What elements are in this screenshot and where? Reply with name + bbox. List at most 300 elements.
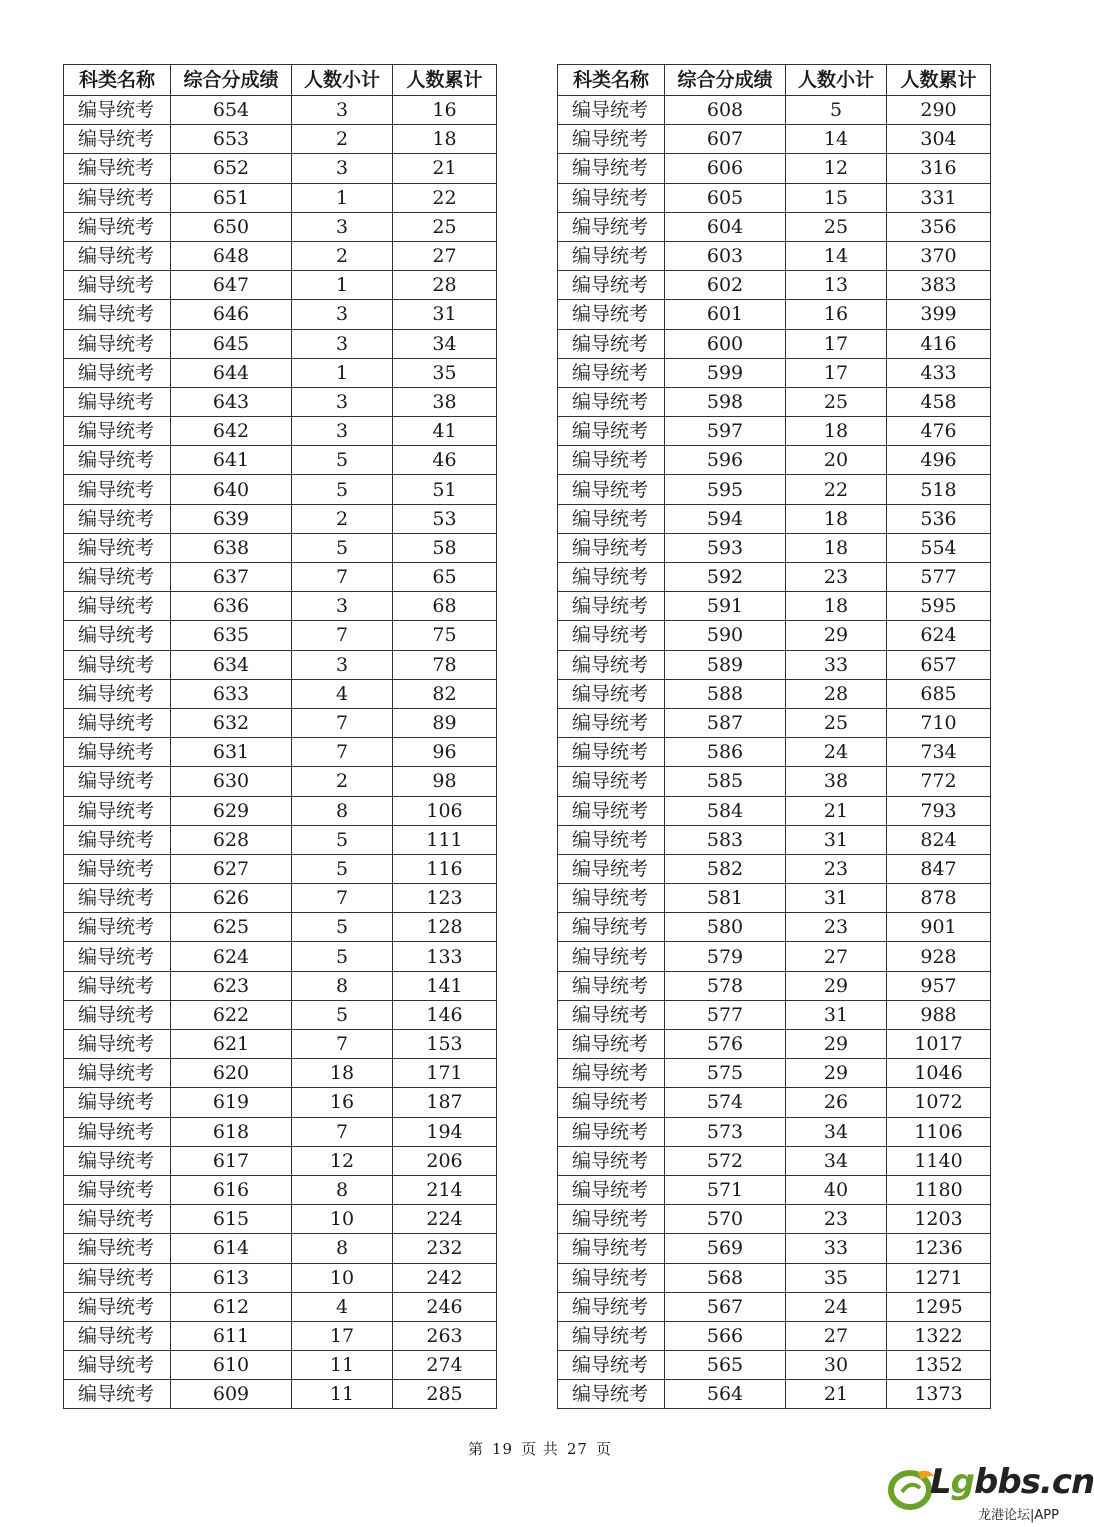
cell-count: 27 <box>786 942 887 971</box>
table-row <box>558 271 991 300</box>
cell-count: 18 <box>292 1059 393 1088</box>
cell-score: 583 <box>665 825 786 854</box>
site-logo <box>888 1462 1094 1524</box>
cell-count: 25 <box>786 212 887 241</box>
cell-cumulative: 1373 <box>887 1380 991 1409</box>
cell-count: 3 <box>292 417 393 446</box>
cell-cumulative: 194 <box>393 1117 497 1146</box>
table-row <box>64 708 497 737</box>
table-body-right <box>558 96 991 1409</box>
cell-category: 编导统考 <box>558 241 665 270</box>
cell-count: 34 <box>786 1146 887 1175</box>
cell-count: 3 <box>292 96 393 125</box>
cell-category: 编导统考 <box>64 738 171 767</box>
cell-count: 18 <box>786 417 887 446</box>
cell-score: 608 <box>665 96 786 125</box>
cell-count: 31 <box>786 825 887 854</box>
cell-score: 597 <box>665 417 786 446</box>
cell-category: 编导统考 <box>64 1030 171 1059</box>
cell-score: 617 <box>171 1146 292 1175</box>
table-row <box>64 621 497 650</box>
cell-count: 22 <box>786 475 887 504</box>
cell-cumulative: 554 <box>887 533 991 562</box>
table-row <box>64 1351 497 1380</box>
cell-count: 25 <box>786 708 887 737</box>
cell-score: 571 <box>665 1175 786 1204</box>
cell-score: 568 <box>665 1263 786 1292</box>
cell-category: 编导统考 <box>558 1146 665 1175</box>
cell-score: 595 <box>665 475 786 504</box>
cell-score: 625 <box>171 913 292 942</box>
cell-category: 编导统考 <box>558 767 665 796</box>
cell-category: 编导统考 <box>64 533 171 562</box>
table-row <box>64 650 497 679</box>
cell-category: 编导统考 <box>558 417 665 446</box>
cell-cumulative: 988 <box>887 1000 991 1029</box>
table-row <box>558 417 991 446</box>
cell-score: 588 <box>665 679 786 708</box>
cell-count: 29 <box>786 1030 887 1059</box>
cell-category: 编导统考 <box>64 679 171 708</box>
cell-category: 编导统考 <box>64 1000 171 1029</box>
table-row <box>558 621 991 650</box>
cell-count: 3 <box>292 592 393 621</box>
cell-category: 编导统考 <box>558 300 665 329</box>
cell-score: 602 <box>665 271 786 300</box>
cell-category: 编导统考 <box>64 650 171 679</box>
cell-cumulative: 1271 <box>887 1263 991 1292</box>
cell-count: 7 <box>292 738 393 767</box>
cell-category: 编导统考 <box>64 1380 171 1409</box>
cell-score: 652 <box>171 154 292 183</box>
cell-score: 577 <box>665 1000 786 1029</box>
cell-score: 587 <box>665 708 786 737</box>
cell-category: 编导统考 <box>64 592 171 621</box>
cell-category: 编导统考 <box>558 533 665 562</box>
table-row <box>558 154 991 183</box>
table-row <box>64 125 497 154</box>
cell-count: 8 <box>292 1175 393 1204</box>
cell-cumulative: 18 <box>393 125 497 154</box>
cell-category: 编导统考 <box>558 825 665 854</box>
cell-category: 编导统考 <box>64 854 171 883</box>
table-row <box>558 1234 991 1263</box>
cell-count: 1 <box>292 358 393 387</box>
table-row <box>64 854 497 883</box>
cell-cumulative: 1295 <box>887 1292 991 1321</box>
cell-category: 编导统考 <box>64 1146 171 1175</box>
cell-count: 4 <box>292 1292 393 1321</box>
logo-subtitle: 龙港论坛|APP <box>978 1508 1059 1523</box>
cell-score: 627 <box>171 854 292 883</box>
lgbbs-logo-icon <box>888 1466 936 1510</box>
header-count: 人数小计 <box>292 65 393 96</box>
cell-cumulative: 214 <box>393 1175 497 1204</box>
cell-cumulative: 901 <box>887 913 991 942</box>
table-row <box>64 96 497 125</box>
cell-cumulative: 1106 <box>887 1117 991 1146</box>
cell-cumulative: 356 <box>887 212 991 241</box>
cell-score: 578 <box>665 971 786 1000</box>
table-row <box>64 417 497 446</box>
table-row <box>64 942 497 971</box>
footer-mid: 页 共 <box>521 1440 559 1458</box>
table-row <box>558 708 991 737</box>
cell-category: 编导统考 <box>558 1088 665 1117</box>
cell-score: 603 <box>665 241 786 270</box>
cell-count: 23 <box>786 1205 887 1234</box>
cell-category: 编导统考 <box>64 971 171 1000</box>
cell-cumulative: 89 <box>393 708 497 737</box>
table-row <box>64 592 497 621</box>
cell-category: 编导统考 <box>558 1059 665 1088</box>
cell-count: 15 <box>786 183 887 212</box>
header-score: 综合分成绩 <box>665 65 786 96</box>
cell-cumulative: 224 <box>393 1205 497 1234</box>
cell-count: 23 <box>786 854 887 883</box>
cell-category: 编导统考 <box>64 1321 171 1350</box>
cell-category: 编导统考 <box>558 1263 665 1292</box>
cell-cumulative: 331 <box>887 183 991 212</box>
cell-category: 编导统考 <box>64 1088 171 1117</box>
cell-cumulative: 98 <box>393 767 497 796</box>
cell-count: 17 <box>786 358 887 387</box>
cell-cumulative: 41 <box>393 417 497 446</box>
table-row <box>558 1380 991 1409</box>
table-row <box>64 767 497 796</box>
table-row <box>64 884 497 913</box>
cell-count: 10 <box>292 1263 393 1292</box>
cell-cumulative: 772 <box>887 767 991 796</box>
cell-count: 11 <box>292 1351 393 1380</box>
cell-category: 编导统考 <box>558 1351 665 1380</box>
table-row <box>558 475 991 504</box>
cell-count: 5 <box>292 1000 393 1029</box>
cell-score: 574 <box>665 1088 786 1117</box>
table-row <box>558 679 991 708</box>
cell-cumulative: 1322 <box>887 1321 991 1350</box>
cell-score: 635 <box>171 621 292 650</box>
cell-category: 编导统考 <box>64 154 171 183</box>
header-cumulative: 人数累计 <box>393 65 497 96</box>
cell-score: 592 <box>665 563 786 592</box>
cell-category: 编导统考 <box>558 271 665 300</box>
cell-score: 645 <box>171 329 292 358</box>
cell-count: 8 <box>292 1234 393 1263</box>
table-header-row <box>558 65 991 96</box>
cell-count: 12 <box>786 154 887 183</box>
cell-score: 644 <box>171 358 292 387</box>
cell-category: 编导统考 <box>64 96 171 125</box>
cell-score: 586 <box>665 738 786 767</box>
cell-score: 599 <box>665 358 786 387</box>
cell-count: 29 <box>786 971 887 1000</box>
cell-count: 30 <box>786 1351 887 1380</box>
cell-count: 5 <box>292 446 393 475</box>
cell-category: 编导统考 <box>558 621 665 650</box>
table-row <box>558 358 991 387</box>
cell-cumulative: 847 <box>887 854 991 883</box>
table-header-row <box>64 65 497 96</box>
cell-score: 643 <box>171 387 292 416</box>
cell-count: 2 <box>292 767 393 796</box>
cell-cumulative: 22 <box>393 183 497 212</box>
cell-category: 编导统考 <box>558 154 665 183</box>
cell-category: 编导统考 <box>64 183 171 212</box>
cell-category: 编导统考 <box>558 1117 665 1146</box>
cell-score: 600 <box>665 329 786 358</box>
table-row <box>64 563 497 592</box>
cell-score: 570 <box>665 1205 786 1234</box>
cell-score: 604 <box>665 212 786 241</box>
cell-cumulative: 263 <box>393 1321 497 1350</box>
cell-category: 编导统考 <box>558 1234 665 1263</box>
cell-count: 23 <box>786 913 887 942</box>
table-row <box>558 738 991 767</box>
table-row <box>558 1351 991 1380</box>
cell-score: 582 <box>665 854 786 883</box>
cell-count: 2 <box>292 241 393 270</box>
logo-wordmark: Lgbbs.cn <box>930 1462 1094 1502</box>
cell-score: 565 <box>665 1351 786 1380</box>
cell-score: 596 <box>665 446 786 475</box>
cell-category: 编导统考 <box>64 884 171 913</box>
table-row <box>558 942 991 971</box>
table-row <box>558 563 991 592</box>
cell-cumulative: 685 <box>887 679 991 708</box>
cell-count: 7 <box>292 1117 393 1146</box>
cell-cumulative: 28 <box>393 271 497 300</box>
table-row <box>64 796 497 825</box>
cell-category: 编导统考 <box>64 212 171 241</box>
cell-category: 编导统考 <box>558 854 665 883</box>
cell-cumulative: 141 <box>393 971 497 1000</box>
cell-count: 28 <box>786 679 887 708</box>
cell-cumulative: 496 <box>887 446 991 475</box>
cell-score: 642 <box>171 417 292 446</box>
cell-category: 编导统考 <box>558 738 665 767</box>
cell-count: 1 <box>292 271 393 300</box>
cell-category: 编导统考 <box>64 1205 171 1234</box>
table-row <box>558 1030 991 1059</box>
cell-cumulative: 928 <box>887 942 991 971</box>
table-row <box>558 884 991 913</box>
cell-count: 7 <box>292 884 393 913</box>
cell-category: 编导统考 <box>558 1030 665 1059</box>
cell-cumulative: 21 <box>393 154 497 183</box>
cell-category: 编导统考 <box>64 825 171 854</box>
table-row <box>558 971 991 1000</box>
cell-category: 编导统考 <box>558 679 665 708</box>
table-row <box>558 329 991 358</box>
cell-score: 613 <box>171 1263 292 1292</box>
table-row <box>64 1263 497 1292</box>
cell-cumulative: 96 <box>393 738 497 767</box>
table-row <box>558 825 991 854</box>
cell-cumulative: 285 <box>393 1380 497 1409</box>
table-row <box>558 504 991 533</box>
cell-category: 编导统考 <box>64 358 171 387</box>
cell-count: 8 <box>292 971 393 1000</box>
cell-cumulative: 31 <box>393 300 497 329</box>
table-row <box>558 1088 991 1117</box>
cell-cumulative: 153 <box>393 1030 497 1059</box>
cell-count: 16 <box>292 1088 393 1117</box>
cell-score: 605 <box>665 183 786 212</box>
cell-count: 12 <box>292 1146 393 1175</box>
cell-cumulative: 34 <box>393 329 497 358</box>
cell-count: 25 <box>786 387 887 416</box>
table-row <box>558 1059 991 1088</box>
cell-category: 编导统考 <box>558 796 665 825</box>
cell-score: 590 <box>665 621 786 650</box>
cell-category: 编导统考 <box>558 708 665 737</box>
cell-cumulative: 65 <box>393 563 497 592</box>
cell-category: 编导统考 <box>64 1117 171 1146</box>
cell-score: 640 <box>171 475 292 504</box>
table-row <box>558 592 991 621</box>
cell-cumulative: 242 <box>393 1263 497 1292</box>
header-count: 人数小计 <box>786 65 887 96</box>
cell-count: 17 <box>786 329 887 358</box>
table-row <box>64 1059 497 1088</box>
table-row <box>558 533 991 562</box>
cell-cumulative: 46 <box>393 446 497 475</box>
cell-category: 编导统考 <box>558 971 665 1000</box>
cell-category: 编导统考 <box>558 504 665 533</box>
cell-cumulative: 206 <box>393 1146 497 1175</box>
cell-category: 编导统考 <box>64 504 171 533</box>
cell-count: 14 <box>786 125 887 154</box>
cell-score: 594 <box>665 504 786 533</box>
table-row <box>558 1175 991 1204</box>
table-row <box>558 913 991 942</box>
cell-cumulative: 25 <box>393 212 497 241</box>
header-score: 综合分成绩 <box>171 65 292 96</box>
cell-category: 编导统考 <box>64 708 171 737</box>
cell-count: 21 <box>786 1380 887 1409</box>
footer-prefix: 第 <box>468 1440 485 1458</box>
table-row <box>558 1292 991 1321</box>
cell-cumulative: 290 <box>887 96 991 125</box>
cell-cumulative: 38 <box>393 387 497 416</box>
cell-count: 21 <box>786 796 887 825</box>
cell-score: 612 <box>171 1292 292 1321</box>
cell-cumulative: 536 <box>887 504 991 533</box>
cell-score: 575 <box>665 1059 786 1088</box>
cell-count: 7 <box>292 621 393 650</box>
cell-count: 35 <box>786 1263 887 1292</box>
cell-count: 24 <box>786 1292 887 1321</box>
cell-category: 编导统考 <box>558 1321 665 1350</box>
table-row <box>64 154 497 183</box>
cell-score: 567 <box>665 1292 786 1321</box>
cell-count: 11 <box>292 1380 393 1409</box>
cell-count: 13 <box>786 271 887 300</box>
cell-score: 579 <box>665 942 786 971</box>
cell-score: 564 <box>665 1380 786 1409</box>
cell-score: 576 <box>665 1030 786 1059</box>
cell-cumulative: 146 <box>393 1000 497 1029</box>
table-row <box>64 1000 497 1029</box>
cell-count: 5 <box>786 96 887 125</box>
footer-suffix: 页 <box>595 1440 612 1458</box>
cell-score: 637 <box>171 563 292 592</box>
table-row <box>64 679 497 708</box>
cell-cumulative: 106 <box>393 796 497 825</box>
cell-score: 632 <box>171 708 292 737</box>
table-row <box>64 913 497 942</box>
table-row <box>64 1321 497 1350</box>
table-row <box>558 767 991 796</box>
cell-category: 编导统考 <box>558 1000 665 1029</box>
cell-score: 572 <box>665 1146 786 1175</box>
cell-count: 3 <box>292 300 393 329</box>
table-row <box>64 1234 497 1263</box>
cell-count: 29 <box>786 621 887 650</box>
cell-category: 编导统考 <box>64 417 171 446</box>
cell-score: 639 <box>171 504 292 533</box>
cell-cumulative: 75 <box>393 621 497 650</box>
cell-score: 593 <box>665 533 786 562</box>
table-row <box>64 183 497 212</box>
cell-score: 616 <box>171 1175 292 1204</box>
cell-cumulative: 476 <box>887 417 991 446</box>
cell-count: 24 <box>786 738 887 767</box>
cell-cumulative: 433 <box>887 358 991 387</box>
cell-score: 648 <box>171 241 292 270</box>
table-row <box>64 271 497 300</box>
cell-category: 编导统考 <box>558 183 665 212</box>
table-row <box>64 504 497 533</box>
cell-count: 40 <box>786 1175 887 1204</box>
cell-cumulative: 16 <box>393 96 497 125</box>
cell-cumulative: 123 <box>393 884 497 913</box>
cell-category: 编导统考 <box>558 1175 665 1204</box>
cell-category: 编导统考 <box>64 329 171 358</box>
cell-score: 585 <box>665 767 786 796</box>
cell-category: 编导统考 <box>558 125 665 154</box>
cell-count: 4 <box>292 679 393 708</box>
cell-score: 614 <box>171 1234 292 1263</box>
cell-count: 3 <box>292 650 393 679</box>
cell-category: 编导统考 <box>64 300 171 329</box>
cell-count: 7 <box>292 1030 393 1059</box>
cell-category: 编导统考 <box>558 96 665 125</box>
cell-score: 624 <box>171 942 292 971</box>
cell-score: 566 <box>665 1321 786 1350</box>
table-row <box>558 796 991 825</box>
cell-count: 3 <box>292 154 393 183</box>
cell-cumulative: 58 <box>393 533 497 562</box>
table-row <box>558 212 991 241</box>
cell-cumulative: 116 <box>393 854 497 883</box>
cell-cumulative: 246 <box>393 1292 497 1321</box>
cell-count: 27 <box>786 1321 887 1350</box>
cell-category: 编导统考 <box>64 1059 171 1088</box>
cell-score: 650 <box>171 212 292 241</box>
cell-cumulative: 624 <box>887 621 991 650</box>
cell-category: 编导统考 <box>64 1263 171 1292</box>
table-row <box>64 1117 497 1146</box>
cell-cumulative: 133 <box>393 942 497 971</box>
table-row <box>64 1175 497 1204</box>
cell-score: 651 <box>171 183 292 212</box>
table-row <box>558 183 991 212</box>
cell-cumulative: 710 <box>887 708 991 737</box>
cell-count: 23 <box>786 563 887 592</box>
page-footer <box>0 1438 1080 1459</box>
